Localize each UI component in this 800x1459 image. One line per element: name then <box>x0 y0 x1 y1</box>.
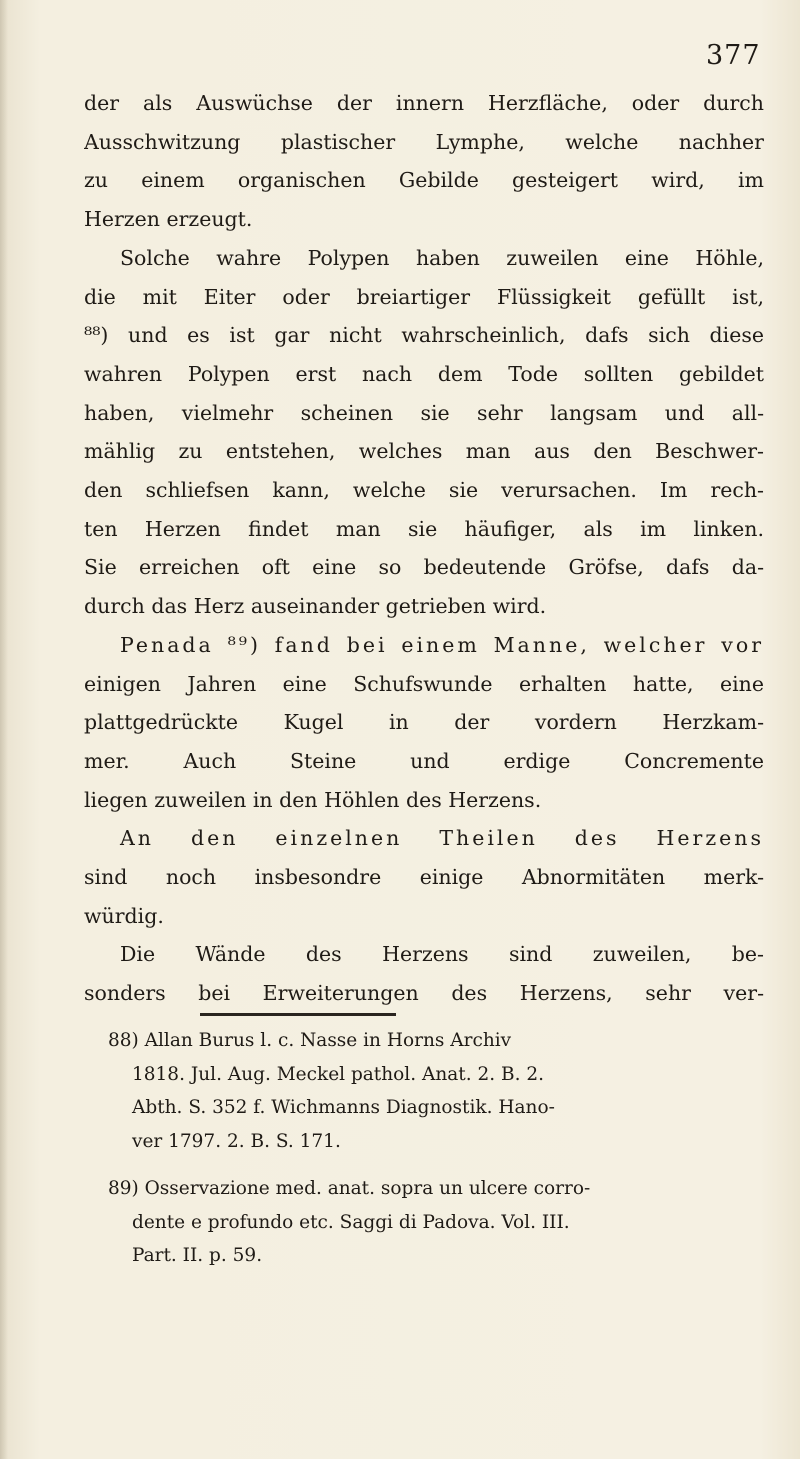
body-line: ten Herzen findet man sie häufiger, als im linken. <box>84 516 764 541</box>
footnote-89 <box>108 1172 764 1273</box>
body-line: wahren Polypen erst nach dem Tode sollten gebildet <box>84 361 764 386</box>
body-line: durch das Herz auseinander getrieben wird. <box>84 594 547 619</box>
page-number: 377 <box>706 40 761 71</box>
body-line: den schliefsen kann, welche sie verursachen. Im rech- <box>84 478 764 503</box>
body-line: würdig. <box>84 903 164 928</box>
body-line: An den einzelnen Theilen des Herzens <box>120 826 764 851</box>
body-line: ⁸⁸) und es ist gar nicht wahrscheinlich, dafs sich diese <box>84 323 764 348</box>
footnotes <box>108 1024 764 1287</box>
body-line: liegen zuweilen in den Höhlen des Herzens. <box>84 787 542 812</box>
footnote-line: 89) Osservazione med. anat. sopra un ulcere corro- <box>108 1178 591 1199</box>
body-line: der als Auswüchse der innern Herzfläche, oder durch <box>84 91 764 115</box>
footnote-line: ver 1797. 2. B. S. 171. <box>132 1130 341 1152</box>
footnote-line: dente e profundo etc. Saggi di Padova. Vol. III. <box>132 1211 570 1233</box>
footnote-line: 88) Allan Burus l. c. Nasse in Horns Archiv <box>108 1030 512 1051</box>
body-line: zu einem organischen Gebilde gesteigert wird, im <box>84 168 764 193</box>
page-edge-shadow <box>0 0 8 1459</box>
body-line: Ausschwitzung plastischer Lymphe, welche nachher <box>84 129 764 154</box>
body-line: sonders bei Erweiterungen des Herzens, sehr ver- <box>84 981 764 1006</box>
body-line: mer. Auch Steine und erdige Concremente <box>84 748 764 773</box>
body-line: sind noch insbesondre einige Abnormitäten merk- <box>84 865 764 890</box>
body-line: Sie erreichen oft eine so bedeutende Gröfse, dafs da- <box>84 555 764 580</box>
body-line: Penada ⁸⁹) fand bei einem Manne, welcher vor <box>120 632 764 657</box>
body-line: Herzen erzeugt. <box>84 207 253 232</box>
body-line: plattgedrückte Kugel in der vordern Herzkam- <box>84 710 764 735</box>
footnote-88 <box>108 1024 764 1158</box>
body-line: einigen Jahren eine Schufswunde erhalten hatte, eine <box>84 671 764 696</box>
body-line: haben, vielmehr scheinen sie sehr langsam und all- <box>84 400 764 425</box>
footnote-separator <box>200 1013 396 1016</box>
footnote-line: Part. II. p. 59. <box>132 1245 263 1266</box>
body-line: die mit Eiter oder breiartiger Flüssigkeit gefüllt ist, <box>84 284 764 309</box>
body-line: mählig zu entstehen, welches man aus den Beschwer- <box>84 439 764 464</box>
body-line: Die Wände des Herzens sind zuweilen, be- <box>120 942 764 967</box>
footnote-line: 1818. Jul. Aug. Meckel pathol. Anat. 2. B. 2. <box>132 1063 545 1085</box>
body-line: Solche wahre Polypen haben zuweilen eine Höhle, <box>120 245 764 270</box>
body-text <box>84 84 764 1013</box>
footnote-line: Abth. S. 352 f. Wichmanns Diagnostik. Hano- <box>132 1097 555 1118</box>
